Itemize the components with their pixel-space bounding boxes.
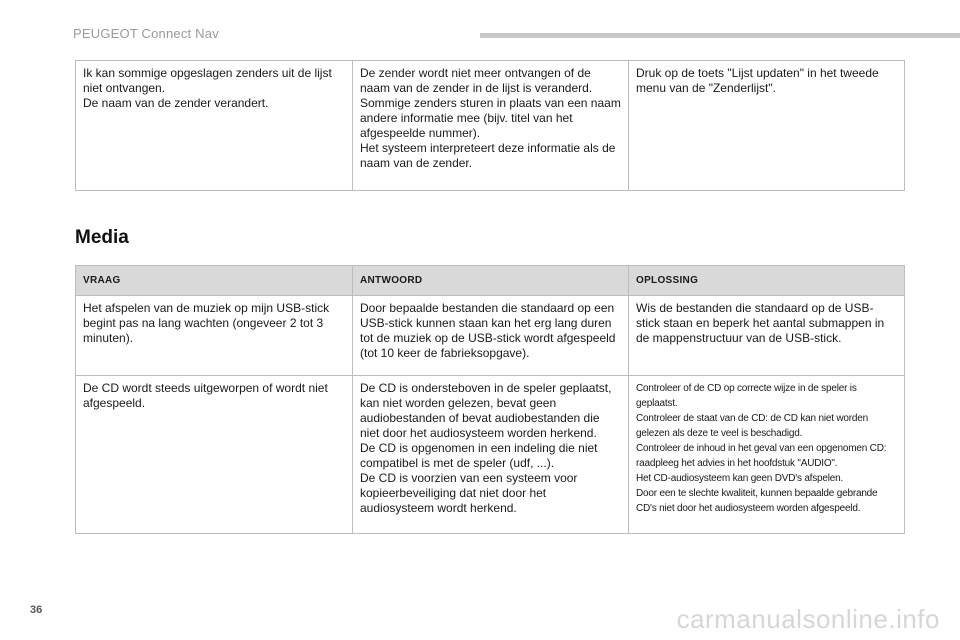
table-row [76,61,905,191]
media-table [75,265,905,534]
table-header-row [76,266,905,296]
watermark: carmanualsonline.info [676,604,940,634]
table-row [76,296,905,376]
cell-antwoord: De zender wordt niet meer ontvangen of de naam van de zender in de lijst is veranderd. Sommige zenders sturen in plaats van een naam andere informatie mee (bijv. titel van het afgespeelde nummer). Het systeem interpreteert deze informatie als de naam van de zender. [353,61,629,191]
cell-vraag: Het afspelen van de muziek op mijn USB-stick begint pas na lang wachten (ongeveer 2 tot 3 minuten). [76,296,353,376]
section-title: Media [75,227,129,248]
cell-antwoord: Door bepaalde bestanden die standaard op een USB-stick kunnen staan kan het erg lang duren tot de muziek op de USB-stick wordt afgespeeld (tot 10 keer de fabrieksopgave). [353,296,629,376]
cell-oplossing: Controleer of de CD op correcte wijze in de speler is geplaatst. Controleer de staat van de CD: de CD kan niet worden gelezen als deze te veel is beschadigd. Controleer de inhoud in het geval van een opgenomen CD: raadpleeg het advies in het hoofdstuk "AUDIO". Het CD-audiosysteem kan geen DVD's afspelen. Door een te slechte kwaliteit, kunnen bepaalde gebrande CD's niet door het audiosysteem worden afgespeeld. [629,376,905,534]
column-header-vraag: VRAAG [76,266,353,296]
header-title: PEUGEOT Connect Nav [73,26,219,41]
table-row [76,376,905,534]
column-header-oplossing: OPLOSSING [629,266,905,296]
header-bar [480,33,960,38]
cell-vraag: Ik kan sommige opgeslagen zenders uit de lijst niet ontvangen. De naam van de zender verandert. [76,61,353,191]
column-header-antwoord: ANTWOORD [353,266,629,296]
page-number: 36 [30,604,43,616]
cell-oplossing: Wis de bestanden die standaard op de USB-stick staan en beperk het aantal submappen in de mappenstructuur van de USB-stick. [629,296,905,376]
cell-antwoord: De CD is ondersteboven in de speler geplaatst, kan niet worden gelezen, bevat geen audiobestanden of bevat audiobestanden die niet door het audiosysteem worden herkend. De CD is opgenomen in een indeling die niet compatibel is met de speler (udf, ...). De CD is voorzien van een systeem voor kopieerbeveiliging dat niet door het audiosysteem wordt herkend. [353,376,629,534]
cell-oplossing: Druk op de toets "Lijst updaten" in het tweede menu van de "Zenderlijst". [629,61,905,191]
cell-vraag: De CD wordt steeds uitgeworpen of wordt niet afgespeeld. [76,376,353,534]
top-table [75,60,905,191]
